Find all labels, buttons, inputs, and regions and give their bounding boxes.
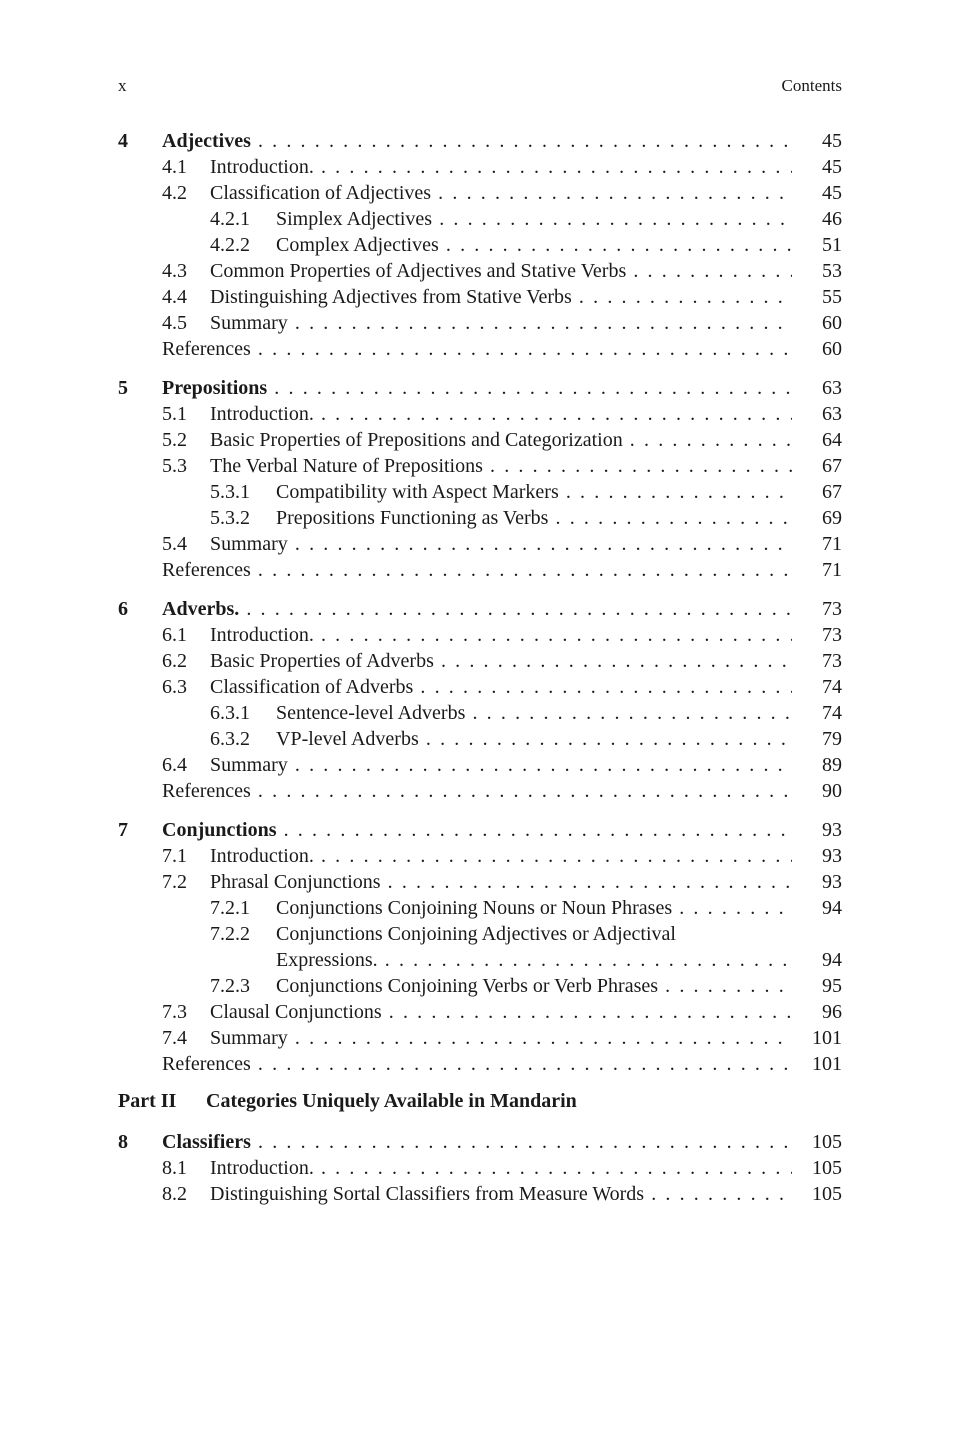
toc-entry-sub[interactable] xyxy=(118,505,842,531)
entry-label xyxy=(276,726,792,752)
entry-label xyxy=(210,1181,792,1207)
entry-number: 7.2.1 xyxy=(210,897,250,919)
entry-number: 5 xyxy=(118,377,128,399)
section-gap xyxy=(118,362,842,375)
entry-number: 7.2 xyxy=(162,871,187,893)
entry-page: 53 xyxy=(822,260,842,282)
toc-entry-chap[interactable] xyxy=(118,375,842,401)
entry-label xyxy=(276,700,792,726)
entry-title: Clausal Conjunctions xyxy=(210,1001,382,1023)
toc-entry-sec[interactable] xyxy=(118,648,842,674)
entry-number: 4.2.1 xyxy=(210,208,250,230)
toc-entry-sec[interactable] xyxy=(118,531,842,557)
toc-entry-ref[interactable] xyxy=(118,1051,842,1077)
entry-number: 7 xyxy=(118,819,128,841)
section-gap xyxy=(118,583,842,596)
entry-page: 55 xyxy=(822,286,842,308)
entry-title: Classification of Adjectives xyxy=(210,182,432,204)
entry-page: 71 xyxy=(822,533,842,555)
entry-page: 69 xyxy=(822,507,842,529)
dot-leader xyxy=(413,676,792,698)
dot-leader xyxy=(483,455,792,477)
entry-number: 7.4 xyxy=(162,1027,187,1049)
toc-entry-sec[interactable] xyxy=(118,180,842,206)
entry-label xyxy=(210,1025,792,1051)
entry-number: 6.2 xyxy=(162,650,187,672)
entry-page: 73 xyxy=(822,598,842,620)
entry-title: Conjunctions Conjoining Adjectives or Adjectival xyxy=(276,923,676,945)
dot-leader xyxy=(267,377,792,399)
dot-leader xyxy=(465,702,792,724)
entry-title: Summary xyxy=(210,1027,288,1049)
entry-number: 7.2.2 xyxy=(210,923,250,945)
entry-page: 63 xyxy=(822,377,842,399)
entry-title: The Verbal Nature of Prepositions xyxy=(210,455,483,477)
entry-page: 64 xyxy=(822,429,842,451)
entry-page: 60 xyxy=(822,338,842,360)
entry-number: 6.3 xyxy=(162,676,187,698)
entry-number: 8 xyxy=(118,1131,128,1153)
entry-title: Adverbs. xyxy=(162,598,240,620)
dot-leader xyxy=(378,949,792,971)
entry-page: 60 xyxy=(822,312,842,334)
toc-entry-sec[interactable] xyxy=(118,674,842,700)
entry-page: 74 xyxy=(822,676,842,698)
entry-page: 105 xyxy=(812,1157,842,1179)
entry-number: 6.3.1 xyxy=(210,702,250,724)
entry-title: Conjunctions Conjoining Verbs or Verb Phrases xyxy=(276,975,659,997)
entry-label xyxy=(162,336,792,362)
entry-page: 74 xyxy=(822,702,842,724)
toc-entry-sec[interactable] xyxy=(118,401,842,427)
dot-leader xyxy=(432,208,792,230)
dot-leader xyxy=(572,286,792,308)
entry-page: 79 xyxy=(822,728,842,750)
entry-page: 93 xyxy=(822,871,842,893)
entry-number: 5.2 xyxy=(162,429,187,451)
entry-page: 90 xyxy=(822,780,842,802)
dot-leader xyxy=(251,780,792,802)
entry-number: 4 xyxy=(118,130,128,152)
dot-leader xyxy=(314,845,792,867)
entry-page: 93 xyxy=(822,845,842,867)
entry-title: Introduction. xyxy=(210,624,314,646)
entry-label xyxy=(276,505,792,531)
toc-entry-sec[interactable] xyxy=(118,1181,842,1207)
entry-title: References xyxy=(162,338,251,360)
entry-label xyxy=(162,817,792,843)
running-header xyxy=(118,76,842,100)
dot-leader xyxy=(626,260,792,282)
table-of-contents xyxy=(118,128,842,1207)
entry-title: Conjunctions xyxy=(162,819,277,841)
entry-page: 67 xyxy=(822,455,842,477)
dot-leader xyxy=(559,481,792,503)
entry-title: Classification of Adverbs xyxy=(210,676,414,698)
entry-page: 94 xyxy=(822,949,842,971)
entry-label xyxy=(210,648,792,674)
toc-entry-sub[interactable] xyxy=(118,479,842,505)
entry-title: References xyxy=(162,780,251,802)
toc-entry-ref[interactable] xyxy=(118,336,842,362)
toc-entry-sec[interactable] xyxy=(118,843,842,869)
toc-entry-sec[interactable] xyxy=(118,1155,842,1181)
toc-entry-ref[interactable] xyxy=(118,557,842,583)
entry-number: 7.3 xyxy=(162,1001,187,1023)
entry-title: Summary xyxy=(210,754,288,776)
entry-label xyxy=(276,973,792,999)
entry-page: 63 xyxy=(822,403,842,425)
part-title: Categories Uniquely Available in Mandarin xyxy=(206,1090,577,1112)
toc-entry-sec[interactable] xyxy=(118,427,842,453)
entry-label xyxy=(210,531,792,557)
dot-leader xyxy=(251,130,792,152)
entry-page: 105 xyxy=(812,1131,842,1153)
dot-leader xyxy=(623,429,792,451)
entry-label xyxy=(162,596,792,622)
entry-title: Basic Properties of Adverbs xyxy=(210,650,434,672)
entry-title: Adjectives xyxy=(162,130,251,152)
entry-page: 93 xyxy=(822,819,842,841)
toc-entry-sec[interactable] xyxy=(118,999,842,1025)
entry-title: Introduction. xyxy=(210,156,314,178)
dot-leader xyxy=(288,754,792,776)
dot-leader xyxy=(314,1157,792,1179)
entry-number: 5.3.2 xyxy=(210,507,250,529)
entry-label xyxy=(276,921,792,947)
entry-page: 89 xyxy=(822,754,842,776)
entry-label xyxy=(210,674,792,700)
entry-title: Simplex Adjectives xyxy=(276,208,433,230)
entry-label xyxy=(210,284,792,310)
toc-entry-sub[interactable] xyxy=(118,947,842,973)
entry-title: Prepositions Functioning as Verbs xyxy=(276,507,549,529)
dot-leader xyxy=(314,156,792,178)
dot-leader xyxy=(382,1001,792,1023)
dot-leader xyxy=(548,507,792,529)
dot-leader xyxy=(251,338,792,360)
entry-number: 7.2.3 xyxy=(210,975,250,997)
entry-label xyxy=(276,479,792,505)
toc-entry-chap[interactable] xyxy=(118,817,842,843)
entry-number: 5.3.1 xyxy=(210,481,250,503)
toc-entry-sec[interactable] xyxy=(118,453,842,479)
dot-leader xyxy=(251,1131,792,1153)
section-gap xyxy=(118,804,842,817)
entry-label xyxy=(210,401,792,427)
toc-entry-chap[interactable] xyxy=(118,128,842,154)
entry-label xyxy=(276,232,792,258)
entry-label xyxy=(210,310,792,336)
entry-title: Summary xyxy=(210,312,288,334)
entry-number: 5.1 xyxy=(162,403,187,425)
entry-number: 6.4 xyxy=(162,754,187,776)
entry-page: 45 xyxy=(822,130,842,152)
entry-number: 4.3 xyxy=(162,260,187,282)
entry-title: Introduction. xyxy=(210,1157,314,1179)
entry-number: 8.1 xyxy=(162,1157,187,1179)
entry-number: 5.3 xyxy=(162,455,187,477)
page-number: x xyxy=(118,76,127,95)
dot-leader xyxy=(239,598,792,620)
dot-leader xyxy=(288,533,792,555)
dot-leader xyxy=(288,312,792,334)
entry-label xyxy=(162,128,792,154)
entry-page: 105 xyxy=(812,1183,842,1205)
entry-label xyxy=(210,180,792,206)
entry-title: Prepositions xyxy=(162,377,268,399)
entry-label xyxy=(162,557,792,583)
entry-number: 4.5 xyxy=(162,312,187,334)
entry-title: Phrasal Conjunctions xyxy=(210,871,381,893)
entry-number: 5.4 xyxy=(162,533,187,555)
entry-label xyxy=(276,947,792,973)
entry-page: 73 xyxy=(822,650,842,672)
entry-label xyxy=(210,427,792,453)
entry-page: 45 xyxy=(822,156,842,178)
entry-label xyxy=(210,258,792,284)
entry-label xyxy=(210,752,792,778)
entry-number: 8.2 xyxy=(162,1183,187,1205)
entry-title: Compatibility with Aspect Markers xyxy=(276,481,559,503)
entry-title: Summary xyxy=(210,533,288,555)
entry-label xyxy=(162,778,792,804)
dot-leader xyxy=(419,728,792,750)
entry-title: Distinguishing Sortal Classifiers from Measure Words xyxy=(210,1183,645,1205)
part-heading xyxy=(118,1077,842,1129)
entry-page: 71 xyxy=(822,559,842,581)
entry-title: Expressions. xyxy=(276,949,378,971)
dot-leader xyxy=(672,897,792,919)
entry-number: 4.1 xyxy=(162,156,187,178)
toc-entry-sec[interactable] xyxy=(118,154,842,180)
toc-entry-sec[interactable] xyxy=(118,258,842,284)
toc-entry-chap[interactable] xyxy=(118,1129,842,1155)
entry-page: 51 xyxy=(822,234,842,256)
toc-entry-sub[interactable] xyxy=(118,206,842,232)
entry-label xyxy=(210,622,792,648)
dot-leader xyxy=(658,975,792,997)
entry-page: 46 xyxy=(822,208,842,230)
dot-leader xyxy=(439,234,792,256)
dot-leader xyxy=(434,650,792,672)
toc-entry-sec[interactable] xyxy=(118,284,842,310)
entry-title: Distinguishing Adjectives from Stative Verbs xyxy=(210,286,572,308)
running-title: Contents xyxy=(781,76,842,95)
entry-title: Introduction. xyxy=(210,845,314,867)
entry-title: Conjunctions Conjoining Nouns or Noun Phrases xyxy=(276,897,673,919)
entry-label xyxy=(162,1129,792,1155)
entry-number: 6.3.2 xyxy=(210,728,250,750)
dot-leader xyxy=(644,1183,792,1205)
toc-entry-sub[interactable] xyxy=(118,973,842,999)
dot-leader xyxy=(276,819,792,841)
entry-number: 7.1 xyxy=(162,845,187,867)
entry-label xyxy=(210,453,792,479)
entry-title: VP-level Adverbs xyxy=(276,728,419,750)
entry-label xyxy=(162,1051,792,1077)
dot-leader xyxy=(381,871,792,893)
entry-number: 6.1 xyxy=(162,624,187,646)
entry-label xyxy=(162,375,792,401)
entry-page: 96 xyxy=(822,1001,842,1023)
toc-entry-sec[interactable] xyxy=(118,622,842,648)
entry-number: 4.2.2 xyxy=(210,234,250,256)
part-label: Part II xyxy=(118,1090,177,1112)
entry-title: Complex Adjectives xyxy=(276,234,439,256)
entry-label xyxy=(210,999,792,1025)
toc-entry-sec[interactable] xyxy=(118,310,842,336)
entry-label xyxy=(210,154,792,180)
entry-page: 73 xyxy=(822,624,842,646)
entry-label xyxy=(210,1155,792,1181)
entry-title: Introduction. xyxy=(210,403,314,425)
toc-entry-sec[interactable] xyxy=(118,1025,842,1051)
entry-label xyxy=(210,869,792,895)
toc-entry-sec[interactable] xyxy=(118,752,842,778)
entry-title: Sentence-level Adverbs xyxy=(276,702,466,724)
entry-title: Common Properties of Adjectives and Stative Verbs xyxy=(210,260,627,282)
toc-entry-chap[interactable] xyxy=(118,596,842,622)
dot-leader xyxy=(431,182,792,204)
toc-entry-sub[interactable] xyxy=(118,700,842,726)
toc-entry-sub[interactable] xyxy=(118,921,842,947)
entry-number: 4.2 xyxy=(162,182,187,204)
entry-page: 45 xyxy=(822,182,842,204)
toc-entry-sec[interactable] xyxy=(118,869,842,895)
dot-leader xyxy=(251,559,792,581)
entry-page: 101 xyxy=(812,1053,842,1075)
entry-title: Classifiers xyxy=(162,1131,251,1153)
entry-page: 94 xyxy=(822,897,842,919)
entry-title: References xyxy=(162,559,251,581)
entry-label xyxy=(210,843,792,869)
dot-leader xyxy=(314,403,792,425)
entry-number: 4.4 xyxy=(162,286,187,308)
dot-leader xyxy=(251,1053,792,1075)
entry-title: References xyxy=(162,1053,251,1075)
entry-label xyxy=(276,206,792,232)
dot-leader xyxy=(288,1027,792,1049)
toc-entry-sub[interactable] xyxy=(118,895,842,921)
entry-page: 101 xyxy=(812,1027,842,1049)
toc-entry-ref[interactable] xyxy=(118,778,842,804)
entry-page: 95 xyxy=(822,975,842,997)
entry-page: 67 xyxy=(822,481,842,503)
entry-number: 6 xyxy=(118,598,128,620)
entry-title: Basic Properties of Prepositions and Categorization xyxy=(210,429,623,451)
dot-leader xyxy=(314,624,792,646)
toc-entry-sub[interactable] xyxy=(118,726,842,752)
entry-label xyxy=(276,895,792,921)
toc-entry-sub[interactable] xyxy=(118,232,842,258)
